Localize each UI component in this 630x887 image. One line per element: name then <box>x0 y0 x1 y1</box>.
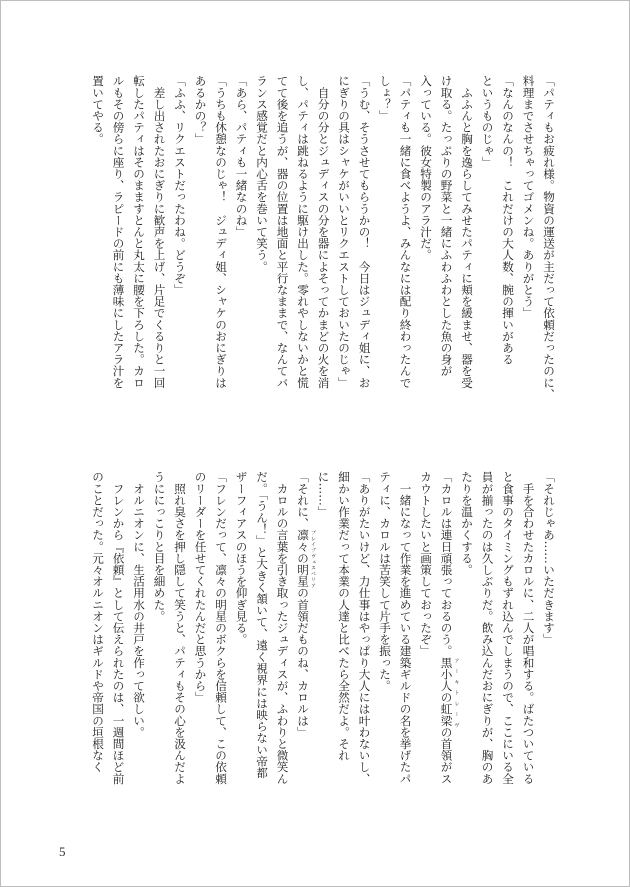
text-line: フレンから『依頼』として伝えられたのは、一週間ほど前 <box>111 471 126 785</box>
text-line: うににっこりと目を細めた。 <box>152 471 167 622</box>
text-line: のことだった。元々オルニオンはギルドや帝国の垣根なく <box>91 471 105 773</box>
text-line: 置いてやる。 <box>91 75 105 145</box>
text-line: というものじゃ」 <box>480 75 495 168</box>
text-line: ティに、カロルは苦笑して片手を振った。 <box>378 471 392 692</box>
text-line: 「パティも一緒に食べようよ、みんなには配り終わったんで <box>398 75 413 389</box>
text-line: たりを温かくする。 <box>460 471 474 576</box>
text-line: 一緒になって作業を進めている建築ギルドの名を挙げたパ <box>398 471 413 785</box>
ruby-annotation: ブレイブヴェスペリア <box>310 529 316 588</box>
text-line: 「ありがたいけど、力仕事はやっぱり大人には叶わないし、 <box>357 471 372 785</box>
text-line: し、パティは跳ねるように駆け出した。零れやしないかと慌 <box>296 75 310 389</box>
text-line: しょ？」 <box>378 75 392 122</box>
text-line: ルもその傍らに座り、ラピードの前にも薄味にしたアラ汁を <box>111 75 126 389</box>
text-line: 「うちも休憩なのじゃ！ ジュディ姐、シャケのおにぎりは <box>214 75 228 389</box>
text-line: にぎりの具はシャケがいいとリクエストしておいたのじゃ」 <box>337 75 351 389</box>
text-line: あるかの？」 <box>193 75 208 145</box>
text-line: 員が揃ったのは久しぶりだ。飲み込んだおにぎりが、胸のあ <box>480 471 495 785</box>
text-line: オルニオンに、生活用水の井戸を作って欲しい。 <box>132 471 146 738</box>
text-line: 「カロルは連日頑張っておるのう。黒小人の虹梁の首領がス <box>439 471 454 785</box>
text-line: に……」 <box>316 471 331 518</box>
text-line: 「フレンだって、凛々の明星のボクらを信頼して、この依頼 <box>214 471 228 785</box>
text-line: 「パティもお疲れ様。物資の運送が主だって依頼だったのに、 <box>542 75 556 400</box>
text-line: 「それに、凛々の明星の首領だものね、カロルは」 <box>296 471 310 738</box>
text-line: け取る。たっぷりの野菜と一緒にふわふわとした魚の身が <box>439 75 454 377</box>
text-line: 料理までさせちゃってゴメンね。ありがとう」 <box>521 75 536 319</box>
text-line: 「うむ、そうさせてもらうかの！ 今日はジュディ姐に、お <box>357 75 372 389</box>
text-line: ふふんと胸を逸らしてみせたパティに頬を緩ませ、器を受 <box>460 75 474 389</box>
text-line: 差し出されたおにぎりに歓声を上げ、片足でくるりと一回 <box>152 75 167 389</box>
text-block-upper <box>88 75 560 407</box>
text-line: ランス感覚だと内心舌を巻いて笑う。 <box>255 75 269 273</box>
text-line: ザーフィアスのほうを仰ぎ見る。 <box>234 471 249 645</box>
text-line: だ。「うん！」と大きく頷いて、遠く視界には映らない帝都 <box>255 471 269 779</box>
text-block-lower <box>88 471 560 803</box>
ruby-annotation: アーキトレーヴ <box>453 657 460 728</box>
text-line: カロルの言葉を引き取ったジュディスが、ふわりと微笑ん <box>275 471 290 785</box>
text-line: と食事のタイミングもずれ込んでしまうので、ここにいる全 <box>501 471 515 785</box>
text-line: 手を合わせたカロルに、二人が唱和する。ばたついている <box>521 471 536 785</box>
text-line: 転したパティはそのまますとんと丸太に腰を下ろした。カロ <box>132 75 146 389</box>
text-line: 「あら、パティも一緒なのね」 <box>234 75 249 238</box>
text-line: てて後を追うが、器の位置は地面と平行なままで、なんてバ <box>275 75 290 389</box>
text-line: 自分の分とジュディスの分を器によそってかまどの火を消 <box>316 75 331 389</box>
text-line: 「それじゃあ……いただきます」 <box>542 471 556 645</box>
text-line: のリーダーを任せてくれたんだと思うから」 <box>193 471 208 703</box>
text-line: カウトしたいと画策しておったぞ」 <box>419 471 433 657</box>
text-line: 入っている。彼女特製のアラ汁だ。 <box>419 75 433 261</box>
text-line: 「ふふ、リクエストだったわね。どうぞ」 <box>173 75 187 296</box>
page-number: 5 <box>59 844 66 859</box>
text-line: 照れ臭さを押し隠して笑うと、パティもその心を汲んだよ <box>173 471 187 785</box>
text-line: 「なんのなんの！ これだけの大人数、腕の揮いがある <box>501 75 515 365</box>
text-line: 細かい作業だって本業の人達と比べたら全然だよ。それ <box>337 471 351 761</box>
